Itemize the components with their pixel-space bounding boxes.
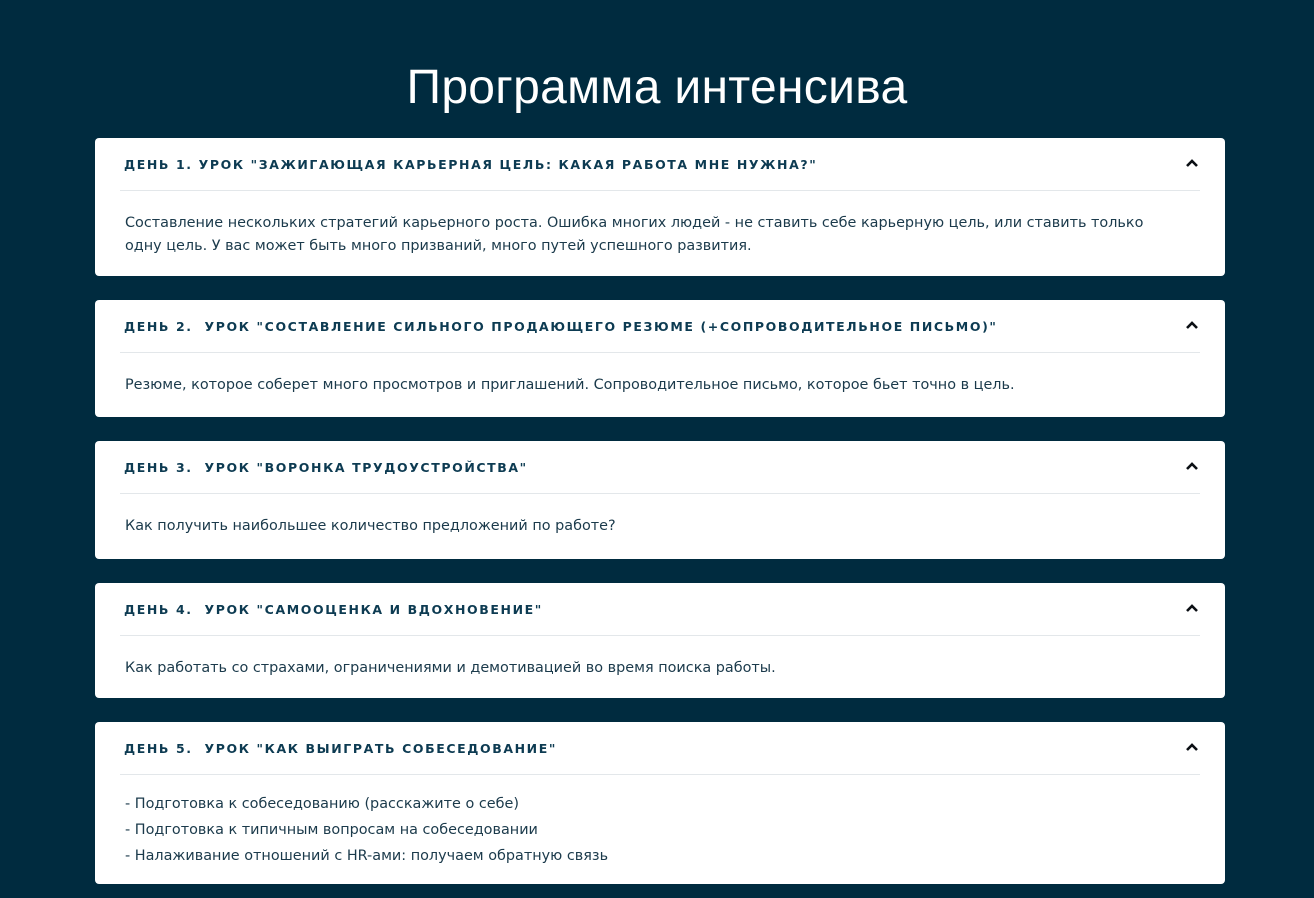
accordion-title: ДЕНЬ 3. УРОК "ВОРОНКА ТРУДОУСТРОЙСТВА" <box>124 460 528 475</box>
body-text-line: Резюме, которое соберет много просмотров и приглашений. Сопроводительное письмо, которое бьет точно в цель. <box>125 377 1015 393</box>
accordion-title: ДЕНЬ 5. УРОК "КАК ВЫИГРАТЬ СОБЕСЕДОВАНИЕ" <box>124 741 557 756</box>
accordion-header-day-3[interactable] <box>120 441 1200 494</box>
list-item: - Подготовка к типичным вопросам на собеседовании <box>125 822 538 838</box>
accordion-item-day-5 <box>95 722 1225 884</box>
chevron-up-icon[interactable] <box>1184 459 1200 473</box>
accordion-item-day-4 <box>95 583 1225 698</box>
accordion-header-day-5[interactable] <box>120 722 1200 775</box>
accordion-title: ДЕНЬ 2. УРОК "СОСТАВЛЕНИЕ СИЛЬНОГО ПРОДАЮЩЕГО РЕЗЮМЕ (+СОПРОВОДИТЕЛЬНОЕ ПИСЬМО)" <box>124 319 998 334</box>
chevron-up-icon[interactable] <box>1184 601 1200 615</box>
body-text-line: Составление нескольких стратегий карьерного роста. Ошибка многих людей - не ставить себе карьерную цель, или ставить только <box>125 215 1144 231</box>
body-text-line: Как работать со страхами, ограничениями и демотивацией во время поиска работы. <box>125 660 776 676</box>
accordion-title: ДЕНЬ 1. УРОК "ЗАЖИГАЮЩАЯ КАРЬЕРНАЯ ЦЕЛЬ: КАКАЯ РАБОТА МНЕ НУЖНА?" <box>124 157 818 172</box>
page-title: Программа интенсива <box>406 61 908 114</box>
accordion-title: ДЕНЬ 4. УРОК "САМООЦЕНКА И ВДОХНОВЕНИЕ" <box>124 602 543 617</box>
list-item: - Налаживание отношений с HR-ами: получаем обратную связь <box>125 848 609 864</box>
accordion-body <box>95 353 1225 397</box>
accordion-body <box>95 494 1225 538</box>
chevron-up-icon[interactable] <box>1184 156 1200 170</box>
chevron-up-icon[interactable] <box>1184 740 1200 754</box>
accordion-body <box>95 775 1225 869</box>
accordion-body <box>95 636 1225 680</box>
accordion-body <box>95 191 1225 258</box>
accordion-item-day-2 <box>95 300 1225 417</box>
chevron-up-icon[interactable] <box>1184 318 1200 332</box>
accordion-item-day-3 <box>95 441 1225 559</box>
accordion-header-day-1[interactable] <box>120 138 1200 191</box>
body-text-line: Как получить наибольшее количество предложений по работе? <box>125 518 616 534</box>
body-text-line: одну цель. У вас может быть много призваний, много путей успешного развития. <box>125 238 752 254</box>
accordion-item-day-1 <box>95 138 1225 276</box>
accordion-header-day-4[interactable] <box>120 583 1200 636</box>
accordion-header-day-2[interactable] <box>120 300 1200 353</box>
list-item: - Подготовка к собеседованию (расскажите о себе) <box>125 796 519 812</box>
